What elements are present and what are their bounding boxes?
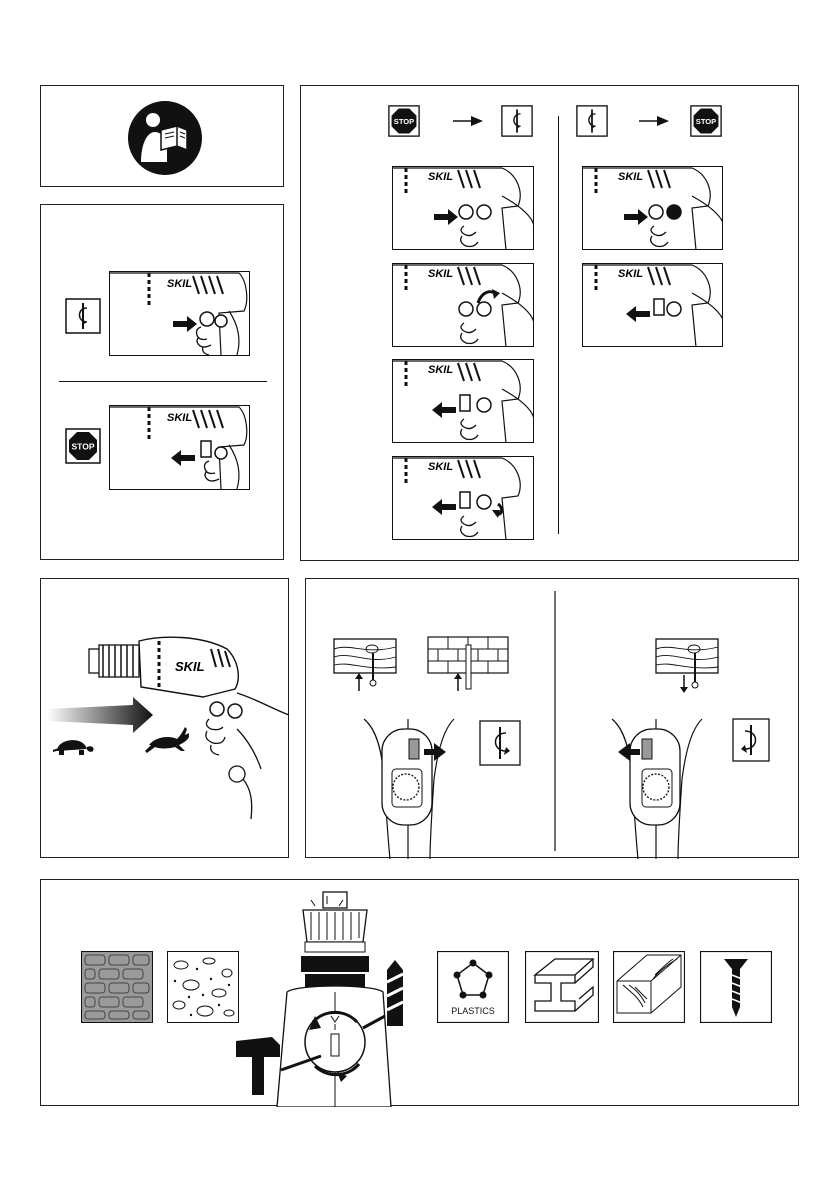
stop-sign-icon	[690, 105, 722, 137]
hammer-icon	[232, 1035, 284, 1097]
step-image	[582, 166, 723, 250]
brick-drill-in	[428, 637, 508, 691]
svg-text:STOP: STOP	[71, 441, 95, 452]
svg-text:SKIL: SKIL	[428, 461, 454, 473]
svg-text:STOP: STOP	[393, 117, 415, 127]
divider	[59, 381, 267, 382]
panel-trigger-lock	[300, 85, 799, 561]
screw-icon	[700, 951, 772, 1023]
arrow-right-icon	[639, 116, 669, 126]
wood-icon	[613, 951, 685, 1023]
drill-rotation-forward-icon	[480, 721, 520, 765]
panel-hammer-drill-mode	[40, 879, 799, 1106]
step-image	[392, 359, 534, 443]
drill-rotation-icon	[576, 105, 608, 137]
svg-text:SKIL: SKIL	[428, 171, 454, 183]
svg-text:SKIL: SKIL	[428, 268, 454, 280]
svg-text:SKIL: SKIL	[175, 659, 205, 674]
panel-switch-on-off	[40, 204, 284, 560]
panel-variable-speed	[40, 578, 289, 858]
step-image	[582, 263, 723, 347]
stop-sign-icon	[388, 105, 420, 137]
drill-variable-speed-image	[41, 579, 290, 859]
wood-screw-in	[334, 639, 396, 691]
panel-read-manual	[40, 85, 284, 187]
wood-screw-out	[656, 639, 718, 693]
svg-text:SKIL: SKIL	[618, 268, 644, 280]
read-manual-icon	[127, 100, 203, 176]
plastics-icon	[437, 951, 509, 1023]
drill-rotation-icon	[501, 105, 533, 137]
drill-rotation-reverse-icon	[733, 719, 769, 761]
drill-bit-icon	[385, 960, 405, 1026]
step-image	[392, 456, 534, 540]
brick-wall-icon	[81, 951, 153, 1023]
svg-text:STOP: STOP	[695, 117, 717, 127]
rotation-direction-image	[306, 579, 800, 859]
drill-trigger-off-image	[109, 405, 250, 490]
panel-rotation-direction	[305, 578, 799, 858]
drill-trigger-on-image	[109, 271, 250, 356]
brand-logo: SKIL	[167, 278, 193, 290]
arrow-right-icon	[453, 116, 483, 126]
svg-text:SKIL: SKIL	[618, 171, 644, 183]
plastics-label: PLASTICS	[451, 1006, 495, 1016]
step-image	[392, 263, 534, 347]
svg-text:SKIL: SKIL	[428, 364, 454, 376]
svg-text:SKIL: SKIL	[167, 412, 193, 424]
drill-rotation-icon	[65, 298, 101, 334]
divider	[558, 116, 559, 534]
step-image	[392, 166, 534, 250]
steel-beam-icon	[525, 951, 599, 1023]
tortoise-icon	[51, 733, 95, 757]
hare-icon	[145, 725, 191, 755]
stop-sign-icon	[65, 428, 101, 464]
